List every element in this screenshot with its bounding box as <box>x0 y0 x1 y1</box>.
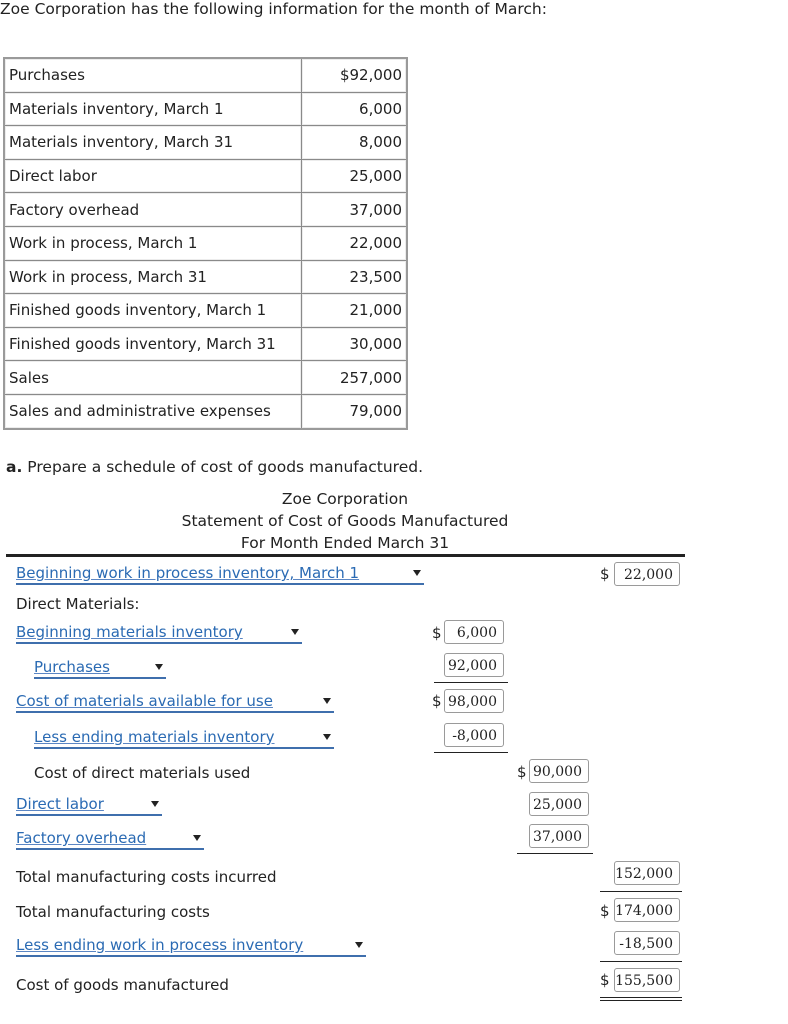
table-row <box>4 394 407 428</box>
table-row <box>4 260 407 294</box>
row-value: 37,000 <box>302 193 408 227</box>
chevron-down-icon <box>355 942 363 948</box>
subtotal-line <box>517 853 593 854</box>
chevron-down-icon <box>155 664 163 670</box>
purchases-input[interactable]: 92,000 <box>444 653 504 677</box>
row-value: 22,000 <box>302 226 408 260</box>
subtotal-line <box>434 752 508 753</box>
row-label: Finished goods inventory, March 1 <box>4 294 302 328</box>
table-row <box>4 327 407 361</box>
row-value: 25,000 <box>302 159 408 193</box>
row-label: Sales <box>4 361 302 395</box>
purchases-label: Purchases <box>34 658 110 676</box>
dollar-sign: $ <box>432 624 442 642</box>
less-end-wip-dropdown[interactable] <box>16 935 366 957</box>
row-label: Direct labor <box>4 159 302 193</box>
total-incurred-input[interactable]: 152,000 <box>614 861 680 885</box>
available-dropdown[interactable] <box>16 691 334 713</box>
total-mfg-label: Total manufacturing costs <box>16 903 210 921</box>
cogm-label: Cost of goods manufactured <box>16 976 229 994</box>
subtotal-line <box>434 682 508 683</box>
subtotal-line <box>600 891 682 892</box>
beg-materials-dropdown[interactable] <box>16 622 302 644</box>
row-label: Finished goods inventory, March 31 <box>4 327 302 361</box>
factory-overhead-input[interactable]: 37,000 <box>529 824 589 848</box>
available-input[interactable]: 98,000 <box>444 689 504 713</box>
dollar-sign: $ <box>600 902 610 920</box>
beg-wip-label: Beginning work in process inventory, March 1 <box>16 564 360 582</box>
double-underline <box>600 997 682 998</box>
beg-materials-input[interactable]: 6,000 <box>444 620 504 644</box>
table-row <box>4 193 407 227</box>
less-end-materials-label: Less ending materials inventory <box>34 728 275 746</box>
total-mfg-input[interactable]: 174,000 <box>614 898 680 922</box>
table-row <box>4 92 407 126</box>
table-row <box>4 294 407 328</box>
row-label: Materials inventory, March 31 <box>4 126 302 160</box>
table-row <box>4 226 407 260</box>
chevron-down-icon <box>413 570 421 576</box>
purchases-dropdown[interactable] <box>34 657 166 679</box>
less-end-materials-input[interactable]: -8,000 <box>444 723 504 747</box>
direct-labor-label: Direct labor <box>16 795 104 813</box>
chevron-down-icon <box>151 801 159 807</box>
question-text: Prepare a schedule of cost of goods manufactured. <box>27 458 424 476</box>
row-label: Sales and administrative expenses <box>4 394 302 428</box>
table-row <box>4 361 407 395</box>
chevron-down-icon <box>323 698 331 704</box>
row-label: Purchases <box>4 58 302 92</box>
dollar-sign: $ <box>517 763 527 781</box>
row-value: 21,000 <box>302 294 408 328</box>
question-prompt <box>6 458 423 476</box>
statement-company: Zoe Corporation <box>281 490 409 508</box>
factory-overhead-dropdown[interactable] <box>16 828 204 850</box>
dm-used-label: Cost of direct materials used <box>34 764 251 782</box>
dollar-sign: $ <box>600 971 610 989</box>
total-incurred-label: Total manufacturing costs incurred <box>16 868 277 886</box>
row-label: Work in process, March 1 <box>4 226 302 260</box>
statement-period: For Month Ended March 31 <box>240 534 450 552</box>
question-letter: a. <box>6 458 23 476</box>
intro-text: Zoe Corporation has the following information for the month of March: <box>0 0 547 18</box>
dollar-sign: $ <box>432 692 442 710</box>
less-end-wip-input[interactable]: -18,500 <box>614 931 680 955</box>
row-value: 6,000 <box>302 92 408 126</box>
beg-wip-dropdown[interactable] <box>16 563 424 585</box>
chevron-down-icon <box>323 734 331 740</box>
direct-labor-dropdown[interactable] <box>16 794 162 816</box>
row-value: 8,000 <box>302 126 408 160</box>
dm-used-input[interactable]: 90,000 <box>529 759 589 783</box>
direct-materials-heading: Direct Materials: <box>16 595 140 613</box>
row-value: $92,000 <box>302 58 408 92</box>
table-row <box>4 126 407 160</box>
statement-title: Statement of Cost of Goods Manufactured <box>181 512 509 530</box>
row-label: Materials inventory, March 1 <box>4 92 302 126</box>
double-underline <box>600 1000 682 1001</box>
info-table <box>3 57 408 430</box>
table-row <box>4 58 407 92</box>
row-value: 30,000 <box>302 327 408 361</box>
subtotal-line <box>600 961 682 962</box>
beg-wip-input[interactable]: 22,000 <box>614 562 680 586</box>
cogm-input[interactable]: 155,500 <box>614 968 680 992</box>
row-label: Work in process, March 31 <box>4 260 302 294</box>
header-rule <box>6 554 685 557</box>
available-label: Cost of materials available for use <box>16 692 273 710</box>
chevron-down-icon <box>291 629 299 635</box>
row-value: 23,500 <box>302 260 408 294</box>
less-end-materials-dropdown[interactable] <box>34 727 334 749</box>
direct-labor-input[interactable]: 25,000 <box>529 792 589 816</box>
table-row <box>4 159 407 193</box>
row-value: 79,000 <box>302 394 408 428</box>
beg-materials-label: Beginning materials inventory <box>16 623 243 641</box>
row-label: Factory overhead <box>4 193 302 227</box>
row-value: 257,000 <box>302 361 408 395</box>
factory-overhead-label: Factory overhead <box>16 829 147 847</box>
less-end-wip-label: Less ending work in process inventory <box>16 936 304 954</box>
chevron-down-icon <box>193 835 201 841</box>
dollar-sign: $ <box>600 565 610 583</box>
